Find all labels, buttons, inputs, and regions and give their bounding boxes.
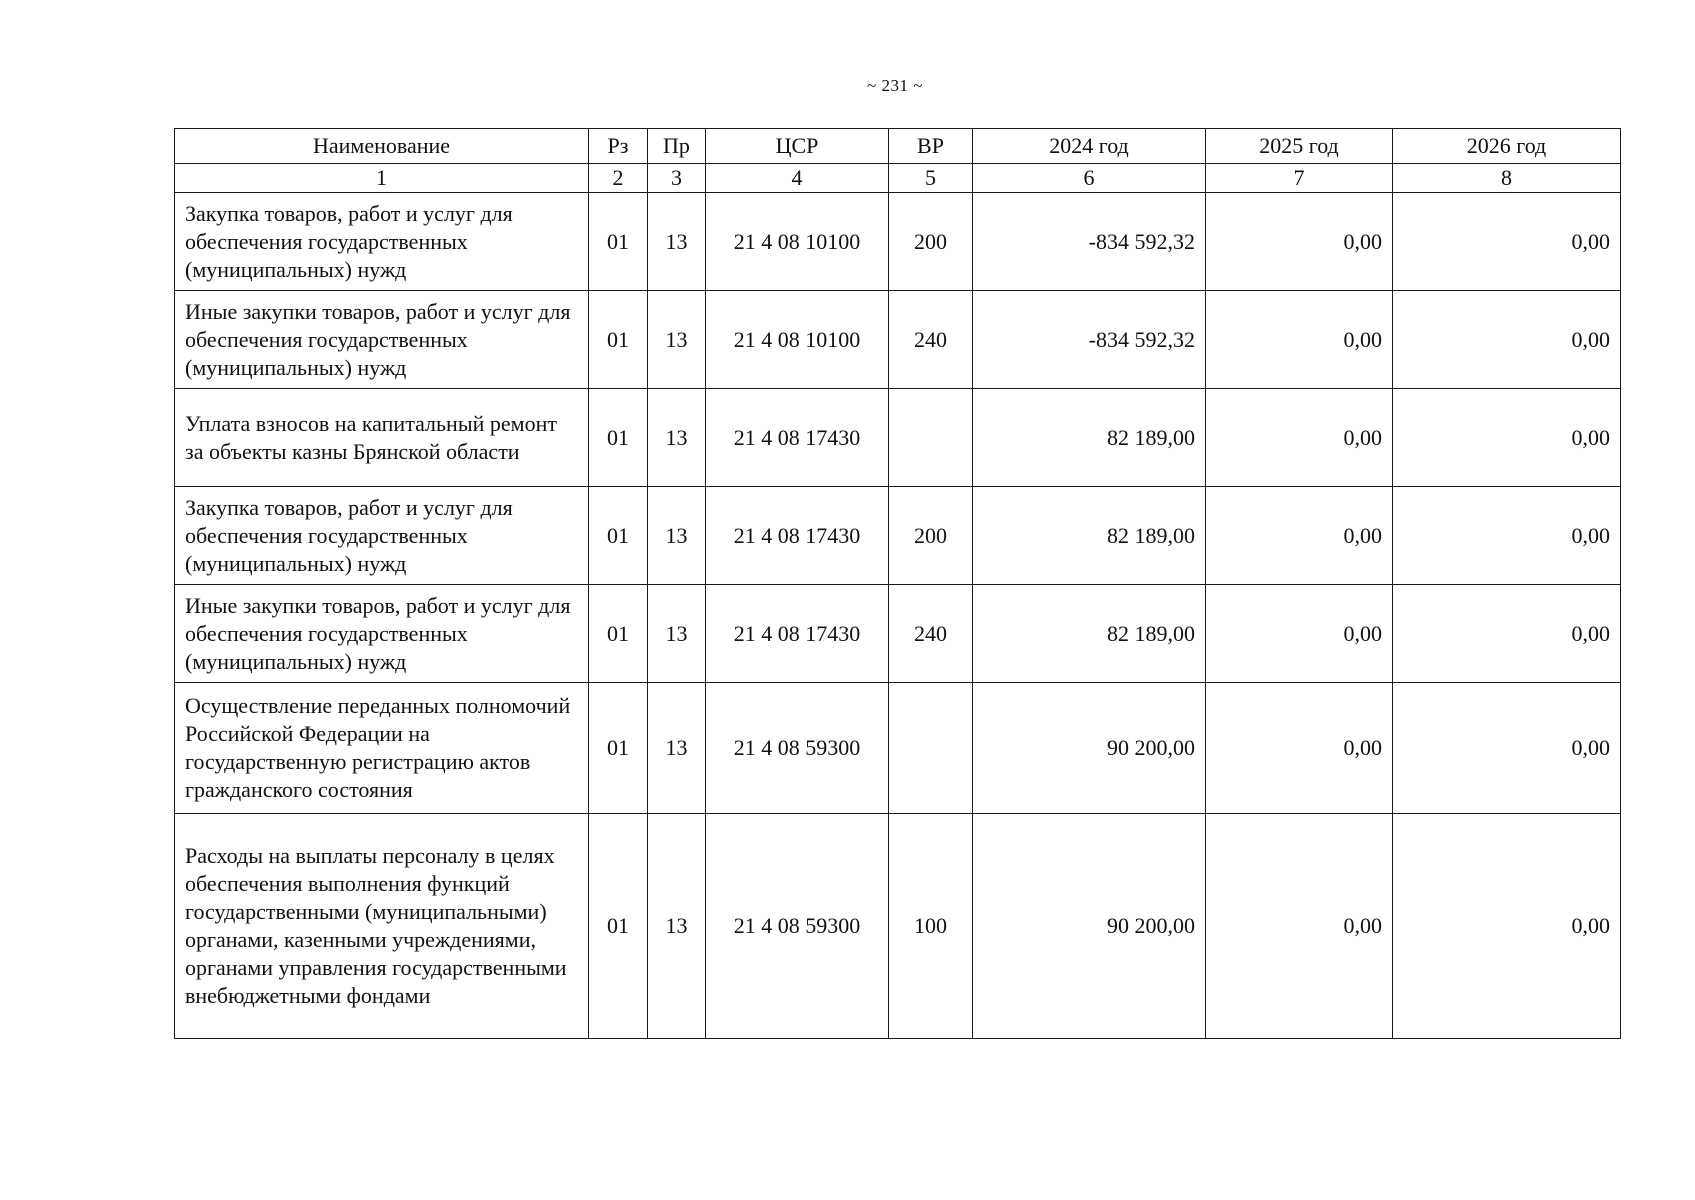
row-pr: 13 xyxy=(648,487,706,585)
row-vr: 240 xyxy=(889,291,973,389)
column-number: 5 xyxy=(889,164,973,193)
row-name: Закупка товаров, работ и услуг для обеспечения государственных (муниципальных) нужд xyxy=(175,193,589,291)
row-csr: 21 4 08 10100 xyxy=(706,193,889,291)
row-vr: 100 xyxy=(889,814,973,1039)
column-number: 7 xyxy=(1206,164,1393,193)
row-2026: 0,00 xyxy=(1393,291,1621,389)
table-row xyxy=(175,487,1621,585)
row-name: Осуществление переданных полномочий Российской Федерации на государственную регистрацию актов гражданского состояния xyxy=(175,683,589,814)
budget-table xyxy=(174,128,1621,1039)
row-vr: 200 xyxy=(889,487,973,585)
row-2024: 82 189,00 xyxy=(973,585,1206,683)
row-pr: 13 xyxy=(648,291,706,389)
column-number: 6 xyxy=(973,164,1206,193)
row-pr: 13 xyxy=(648,193,706,291)
column-number: 8 xyxy=(1393,164,1621,193)
row-vr: 240 xyxy=(889,585,973,683)
row-rz: 01 xyxy=(589,487,648,585)
header-2025: 2025 год xyxy=(1206,129,1393,164)
header-csr: ЦСР xyxy=(706,129,889,164)
header-name: Наименование xyxy=(175,129,589,164)
table-header xyxy=(175,129,1621,193)
row-2024: -834 592,32 xyxy=(973,291,1206,389)
row-csr: 21 4 08 59300 xyxy=(706,683,889,814)
row-2026: 0,00 xyxy=(1393,814,1621,1039)
header-2024: 2024 год xyxy=(973,129,1206,164)
table-row xyxy=(175,683,1621,814)
table-body xyxy=(175,193,1621,1039)
row-2025: 0,00 xyxy=(1206,487,1393,585)
column-number: 2 xyxy=(589,164,648,193)
row-2024: 82 189,00 xyxy=(973,389,1206,487)
header-pr: Пр xyxy=(648,129,706,164)
row-2024: 90 200,00 xyxy=(973,814,1206,1039)
row-csr: 21 4 08 59300 xyxy=(706,814,889,1039)
row-pr: 13 xyxy=(648,683,706,814)
table-row xyxy=(175,291,1621,389)
page-number: ~ 231 ~ xyxy=(867,76,923,95)
row-name: Уплата взносов на капитальный ремонт за объекты казны Брянской области xyxy=(175,389,589,487)
row-2025: 0,00 xyxy=(1206,193,1393,291)
table-row xyxy=(175,193,1621,291)
row-2026: 0,00 xyxy=(1393,487,1621,585)
row-rz: 01 xyxy=(589,814,648,1039)
table-row xyxy=(175,814,1621,1039)
row-vr xyxy=(889,683,973,814)
row-vr: 200 xyxy=(889,193,973,291)
row-pr: 13 xyxy=(648,389,706,487)
row-2026: 0,00 xyxy=(1393,193,1621,291)
row-csr: 21 4 08 10100 xyxy=(706,291,889,389)
row-name: Расходы на выплаты персоналу в целях обеспечения выполнения функций государственными (муниципальными) органами, казенными учреждениями, органами управления государственными внебюджетными фондами xyxy=(175,814,589,1039)
row-2025: 0,00 xyxy=(1206,585,1393,683)
row-2024: 82 189,00 xyxy=(973,487,1206,585)
row-rz: 01 xyxy=(589,291,648,389)
row-2026: 0,00 xyxy=(1393,683,1621,814)
row-2025: 0,00 xyxy=(1206,291,1393,389)
row-2025: 0,00 xyxy=(1206,389,1393,487)
column-number: 4 xyxy=(706,164,889,193)
column-number: 3 xyxy=(648,164,706,193)
row-2024: -834 592,32 xyxy=(973,193,1206,291)
header-rz: Рз xyxy=(589,129,648,164)
row-name: Закупка товаров, работ и услуг для обеспечения государственных (муниципальных) нужд xyxy=(175,487,589,585)
row-2025: 0,00 xyxy=(1206,814,1393,1039)
row-pr: 13 xyxy=(648,814,706,1039)
row-2025: 0,00 xyxy=(1206,683,1393,814)
row-rz: 01 xyxy=(589,193,648,291)
row-vr xyxy=(889,389,973,487)
row-rz: 01 xyxy=(589,389,648,487)
row-rz: 01 xyxy=(589,683,648,814)
column-number: 1 xyxy=(175,164,589,193)
row-name: Иные закупки товаров, работ и услуг для обеспечения государственных (муниципальных) нужд xyxy=(175,585,589,683)
row-2026: 0,00 xyxy=(1393,389,1621,487)
header-row xyxy=(175,129,1621,164)
row-rz: 01 xyxy=(589,585,648,683)
header-2026: 2026 год xyxy=(1393,129,1621,164)
row-csr: 21 4 08 17430 xyxy=(706,389,889,487)
table-row xyxy=(175,585,1621,683)
row-2024: 90 200,00 xyxy=(973,683,1206,814)
row-2026: 0,00 xyxy=(1393,585,1621,683)
column-number-row xyxy=(175,164,1621,193)
table-row xyxy=(175,389,1621,487)
row-name: Иные закупки товаров, работ и услуг для обеспечения государственных (муниципальных) нужд xyxy=(175,291,589,389)
row-csr: 21 4 08 17430 xyxy=(706,585,889,683)
header-vr: ВР xyxy=(889,129,973,164)
row-pr: 13 xyxy=(648,585,706,683)
row-csr: 21 4 08 17430 xyxy=(706,487,889,585)
